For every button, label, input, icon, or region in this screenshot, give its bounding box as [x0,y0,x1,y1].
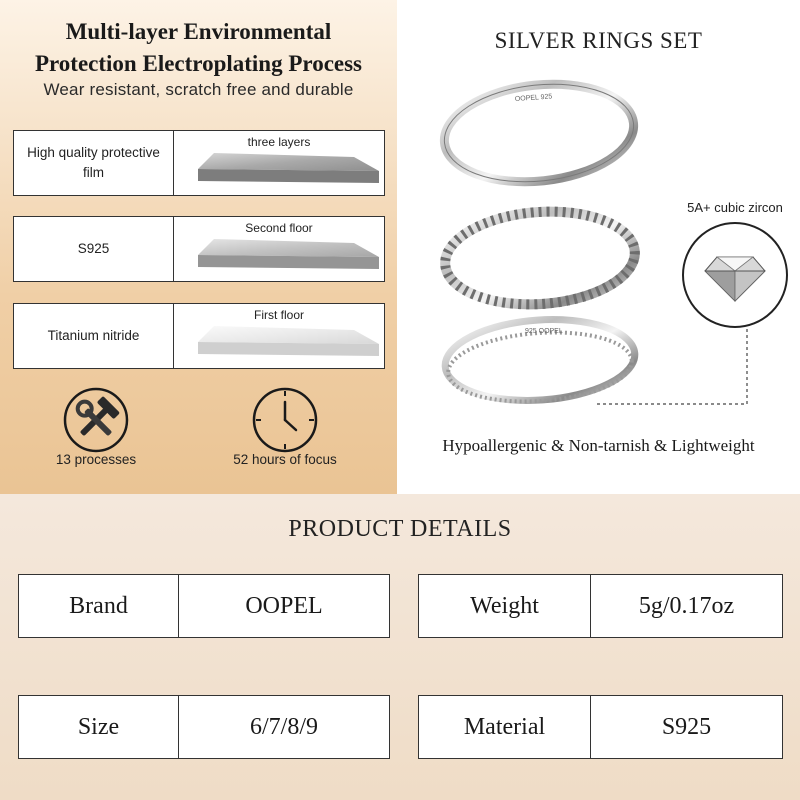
rings-set-title: SILVER RINGS SET [494,28,703,53]
layer-slab-graphic [174,304,385,370]
process-title-line1: Multi-layer Environmental [65,19,332,44]
detail-row-material [418,695,783,759]
layer-slab-graphic [174,217,385,283]
layer-caption: Second floor [245,221,313,235]
ring-engraving: OOPEL 925 [514,93,553,103]
layer-label: High quality protective film [13,130,174,196]
layer-slab-graphic [174,131,385,197]
detail-key: Material [419,696,591,758]
feature-label-hours: 52 hours of focus [233,452,337,467]
layer-visual [174,130,385,196]
detail-key: Brand [19,575,179,637]
detail-row-brand [18,574,390,638]
process-subtitle: Wear resistant, scratch free and durable [43,80,354,99]
detail-row-weight [418,574,783,638]
detail-key: Weight [419,575,591,637]
layer-label: Titanium nitride [13,303,174,369]
detail-row-size [18,695,390,759]
detail-value: 6/7/8/9 [249,713,318,740]
layer-visual [174,303,385,369]
features-tagline: Hypoallergenic & Non-tarnish & Lightweight [442,436,755,455]
detail-value: S925 [661,713,712,740]
feature-label-processes: 13 processes [55,452,137,467]
product-details-title: PRODUCT DETAILS [288,516,512,542]
detail-key: Size [19,696,179,758]
layer-row-titanium-nitride [13,303,385,369]
layer-caption: First floor [253,308,304,322]
zircon-label: 5A+ cubic zircon [687,200,783,215]
detail-value: 5g/0.17oz [638,592,735,619]
clock-icon [251,386,319,454]
rings-illustration [397,0,800,494]
layer-label: S925 [13,216,174,282]
layer-row-protective-film [13,130,385,196]
detail-value: OOPEL [245,592,323,619]
layer-caption: three layers [247,135,311,149]
layer-visual [174,216,385,282]
process-title-line2: Protection Electroplating Process [34,51,363,76]
hammer-wrench-icon [62,386,130,454]
plain-band-ring [440,75,639,190]
layer-row-s925 [13,216,385,282]
ring-engraving: 925 OOPEL [525,328,563,335]
